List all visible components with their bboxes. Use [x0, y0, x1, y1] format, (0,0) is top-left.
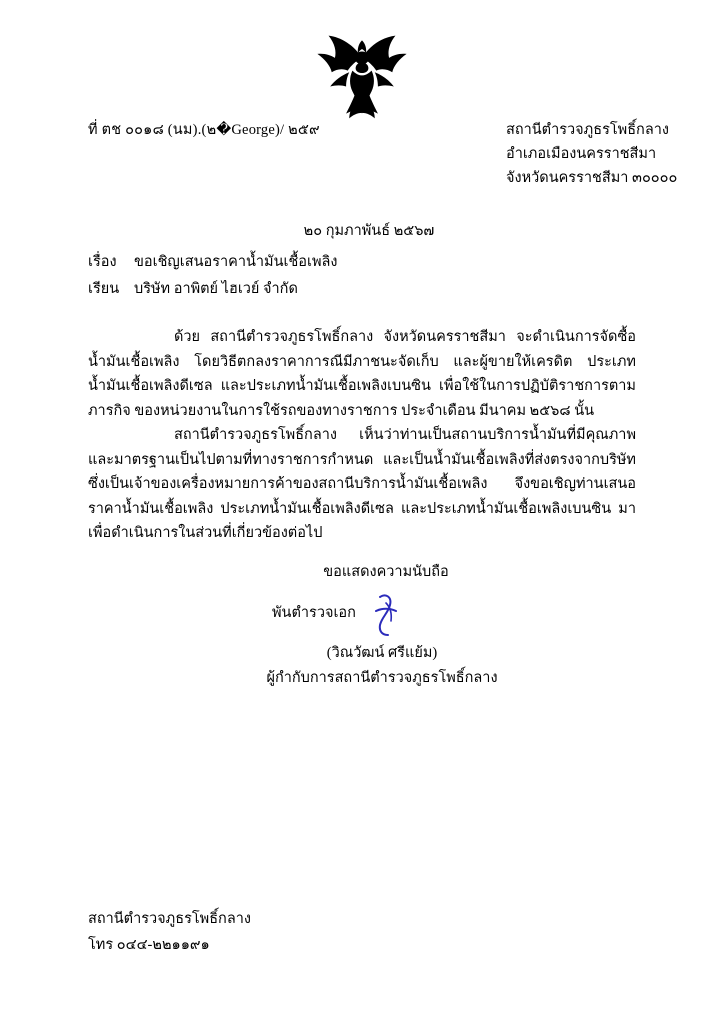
- station-address-line-1: สถานีตำรวจภูธรโพธิ์กลาง: [506, 122, 669, 138]
- document-number: ที่ ตช ๐๐๑๘ (นม).(๒�George)/ ๒๕๙: [88, 122, 320, 138]
- signature-name: (วิณวัฒน์ ศรีแย้ม): [326, 645, 438, 661]
- signature-title: ผู้กำกับการสถานีตำรวจภูธรโพธิ์กลาง: [266, 670, 498, 686]
- body-paragraph-1: ด้วย สถานีตำรวจภูธรโพธิ์กลาง จังหวัดนครราชสีมา จะดำเนินการจัดซื้อน้ำมันเชื้อเพลิง โดยวิธีตกลงราคาการณีมีภาชนะจัดเก็บ และผู้ขายให้เครดิต ประเภทน้ำมันเชื้อเพลิงดีเซล และประเภทน้ำมันเชื้อเพลิงเบนซิน เพื่อใช้ในการปฏิบัติราชการตามภารกิจ ของหน่วยงานในการใช้รถของทางราชการ ประจำเดือน มีนาคม ๒๕๖๘ นั้น: [88, 329, 636, 419]
- subject-row: [88, 250, 337, 273]
- station-address-line-2: อำเภอเมืองนครราชสีมา: [506, 146, 657, 162]
- emblem-container: [0, 34, 724, 125]
- subject-label: เรื่อง: [88, 254, 117, 270]
- subject-value: ขอเชิญเสนอราคาน้ำมันเชื้อเพลิง: [134, 254, 338, 270]
- document-footer: [88, 906, 251, 958]
- recipient-value: บริษัท อาพิตย์ ไฮเวย์ จำกัด: [134, 281, 298, 297]
- document-body: [88, 325, 636, 546]
- signature-rank: พันตำรวจเอก: [272, 605, 356, 621]
- garuda-emblem: [314, 34, 410, 120]
- station-address-line-3: จังหวัดนครราชสีมา ๓๐๐๐๐: [506, 170, 678, 186]
- signature-rank-row: [0, 595, 724, 641]
- document-date-row: [0, 219, 724, 242]
- station-address: [506, 118, 677, 190]
- handwritten-signature: [366, 591, 406, 639]
- body-paragraph-2: สถานีตำรวจภูธรโพธิ์กลาง เห็นว่าท่านเป็นสถานบริการน้ำมันที่มีคุณภาพและมาตรฐานเป็นไปตามที่ทางราชการกำหนด และเป็นน้ำมันเชื้อเพลิงที่ส่งตรงจากบริษัท ซึ่งเป็นเจ้าของเครื่องหมายการค้าของสถานีบริการน้ำมันเชื้อเพลิง จึงขอเชิญท่านเสนอราคาน้ำมันเชื้อเพลิง ประเภทน้ำมันเชื้อเพลิงดีเซล และประเภทน้ำมันเชื้อเพลิงเบนซิน มาเพื่อดำเนินการในส่วนที่เกี่ยวข้องต่อไป: [88, 427, 636, 541]
- footer-station-name: สถานีตำรวจภูธรโพธิ์กลาง: [88, 911, 251, 927]
- recipient-label: เรียน: [88, 281, 120, 297]
- signature-respect: ขอแสดงความนับถือ: [323, 564, 449, 580]
- document-date: ๒๐ กุมภาพันธ์ ๒๕๖๗: [303, 223, 435, 239]
- signature-block: [0, 560, 724, 691]
- recipient-row: [88, 277, 298, 300]
- footer-phone: โทร ๐๔๔-๒๒๑๑๙๑: [88, 937, 210, 953]
